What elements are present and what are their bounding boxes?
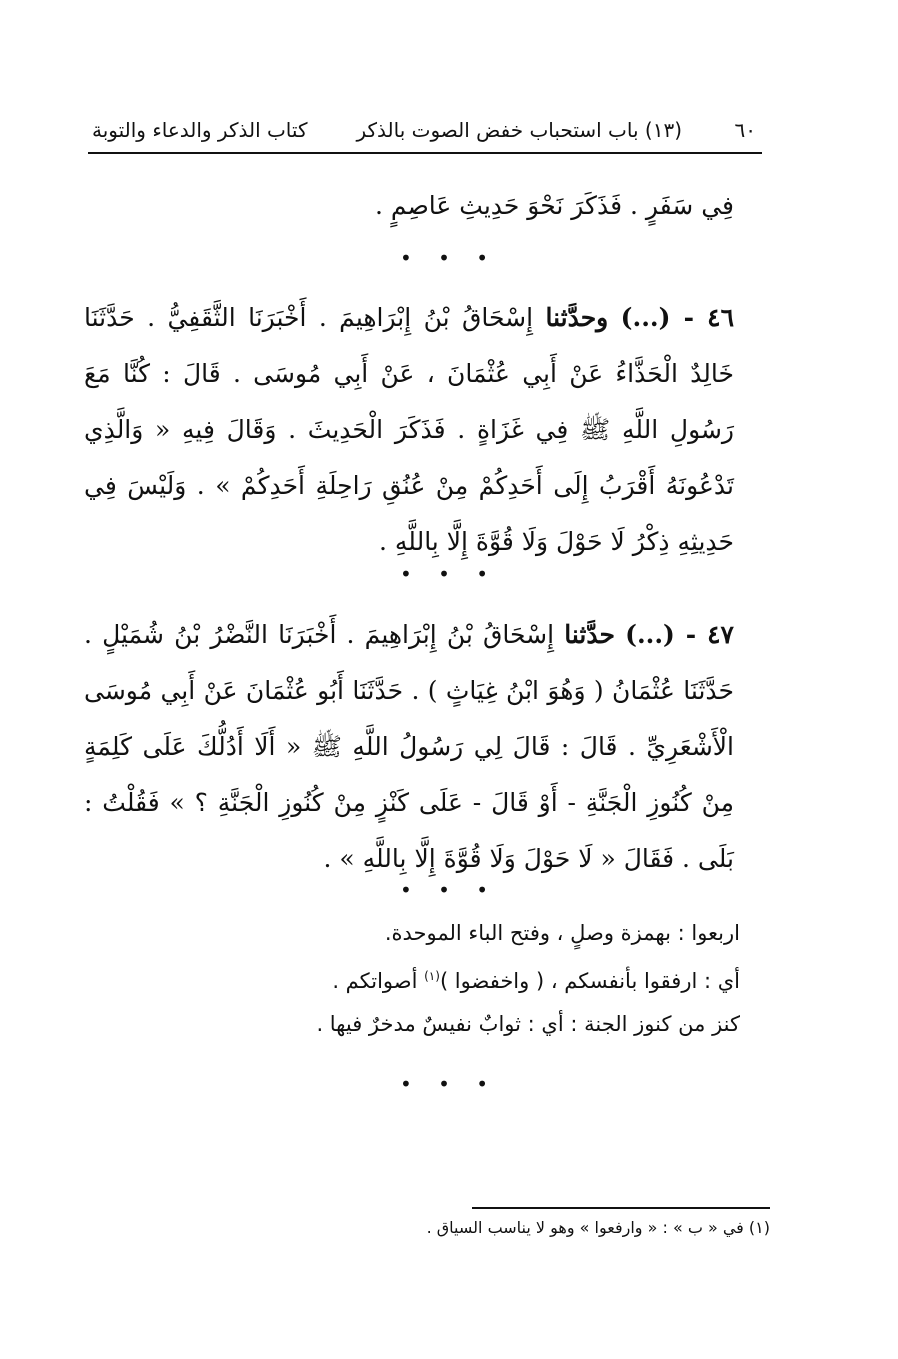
book-title: كتاب الذكر والدعاء والتوبة [92,118,308,142]
running-header [88,112,762,154]
section-separator: • • • [399,878,499,902]
hadith-46 [84,290,734,570]
gloss-text: أي : ارفقوا بأنفسكم ، ( واخفضوا ) [439,969,740,993]
page-number: ٦٠ [734,118,756,142]
hadith-number: ٤٧ - (...) [625,620,734,649]
narrator-opening: حدَّثنا [564,620,615,649]
hadith-47 [84,607,734,887]
footnote: (١) في « ب » : « وارفعوا » وهو لا يناسب السياق . [426,1218,770,1237]
section-separator: • • • [399,1072,499,1096]
intro-text: فِي سَفَرٍ . فَذَكَرَ نَحْوَ حَدِيثِ عَاصِمٍ . [375,191,734,220]
section-separator: • • • [399,246,499,270]
gloss-line: كنز من كنوز الجنة : أي : ثوابٌ نفيسٌ مدخرٌ فيها . [316,1012,740,1036]
hadith-text: إِسْحَاقُ بْنُ إِبْرَاهِيمَ . أَخْبَرَنَا النَّضْرُ بْنُ شُمَيْلٍ . حَدَّثَنَا عُثْمَانُ ( وَهُوَ ابْنُ غِيَاثٍ ) . حَدَّثَنَا أَبُو عُثْمَانَ عَنْ أَبِي مُوسَى الْأَشْعَرِيِّ . قَالَ : قَالَ لِي رَسُولُ اللَّهِ ﷺ « أَلَا أَدُلُّكَ عَلَى كَلِمَةٍ مِنْ كُنُوزِ الْجَنَّةِ - أَوْ قَالَ - عَلَى كَنْزٍ مِنْ كُنُوزِ الْجَنَّةِ ؟ » فَقُلْتُ : بَلَى . فَقَالَ « لَا حَوْلَ وَلَا قُوَّةَ إِلَّا بِاللَّهِ » . [84,620,734,873]
intro-line [84,178,734,234]
chapter-title: (١٣) باب استحباب خفض الصوت بالذكر [356,118,682,142]
section-separator: • • • [399,562,499,586]
glossary-notes [180,912,740,1046]
narrator-opening: وحدَّثنا [545,303,609,332]
hadith-number: ٤٦ - (...) [620,303,735,332]
footnote-marker: (١) [424,969,440,983]
footnote-divider [472,1207,770,1209]
gloss-line [180,955,740,1003]
gloss-line: اربعوا : بهمزة وصلٍ ، وفتح الباء الموحدة. [384,921,740,945]
gloss-text: أصواتكم . [332,969,425,993]
hadith-text: إِسْحَاقُ بْنُ إِبْرَاهِيمَ . أَخْبَرَنَا الثَّقَفِيُّ . حَدَّثَنَا خَالِدٌ الْحَذَّاءُ عَنْ أَبِي عُثْمَانَ ، عَنْ أَبِي مُوسَى . قَالَ : كُنَّا مَعَ رَسُولِ اللَّهِ ﷺ فِي غَزَاةٍ . فَذَكَرَ الْحَدِيثَ . وَقَالَ فِيهِ « وَالَّذِي تَدْعُونَهُ أَقْرَبُ إِلَى أَحَدِكُمْ مِنْ عُنُقِ رَاحِلَةِ أَحَدِكُمْ » . وَلَيْسَ فِي حَدِيثِهِ ذِكْرُ لَا حَوْلَ وَلَا قُوَّةَ إِلَّا بِاللَّهِ . [84,303,734,556]
